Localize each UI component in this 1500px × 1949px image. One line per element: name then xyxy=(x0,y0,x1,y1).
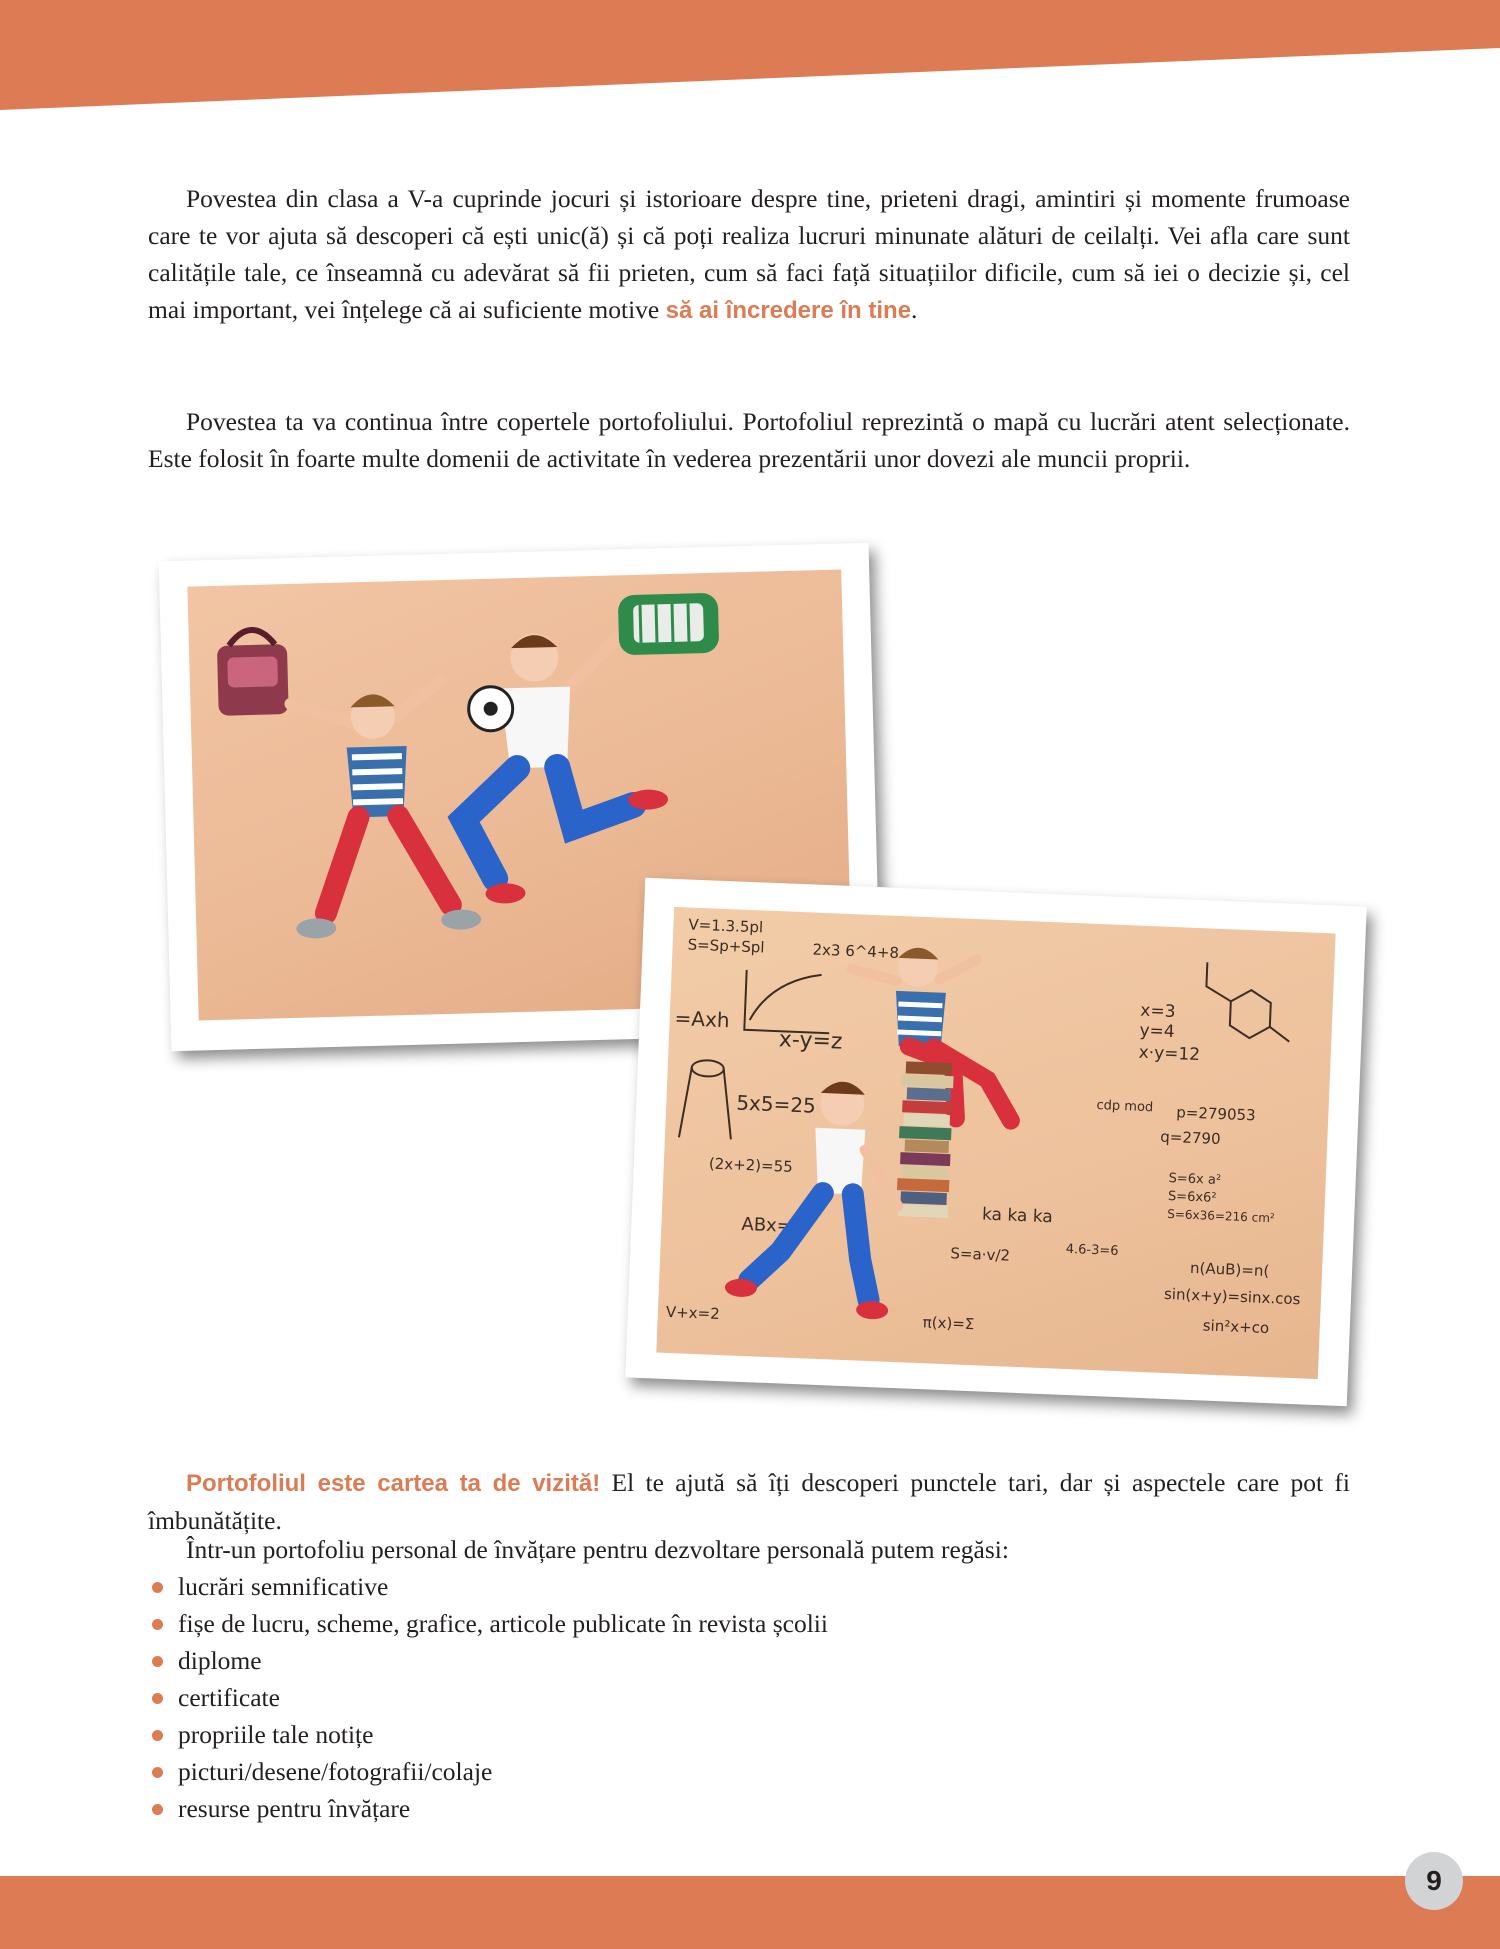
formula-text: x-y=z xyxy=(778,1027,843,1055)
portfolio-items-list xyxy=(148,1568,828,1827)
formula-text: p=279053 xyxy=(1175,1103,1256,1125)
intro-highlight: să ai încredere în tine xyxy=(665,297,912,324)
formula-text: (2x+2)=55 xyxy=(708,1154,794,1176)
formula-text: V+x=2 xyxy=(665,1302,721,1324)
intro-paragraph-1-text: Povestea din clasa a V-a cuprinde jocuri și istorioare despre tine, prieteni dragi, amintiri și momente frumoase care te vor ajuta să descoperi că ești unic(ă) și că poți realiza lucruri minunate alături de ceilalți. Vei afla care sunt calitățile tale, ce înseamnă cu adevărat să fii prieten, cum să faci față situațiilor dificile, cum să iei o decizie și, cel mai important, vei înțelege că ai suficiente motive xyxy=(148,184,1350,324)
bottom-decorative-band xyxy=(0,1876,1500,1949)
portfolio-lead-text: El te ajută să îți descoperi punctele tari, dar și aspectele care pot fi îmbunătățite. xyxy=(148,1468,1350,1535)
formula-text: π(x)=Σ xyxy=(922,1313,975,1334)
formula-text: q=2790 xyxy=(1159,1127,1221,1149)
formula-text: sin(x+y)=sinx.cos xyxy=(1163,1284,1301,1309)
intro-paragraph-2 xyxy=(148,403,1350,477)
green-backpack-icon xyxy=(618,593,720,656)
portfolio-intro-line xyxy=(148,1531,1350,1568)
pink-schoolbag-icon xyxy=(217,629,289,716)
cylinder-icon xyxy=(679,1059,734,1139)
intro-paragraph-2-text: Povestea ta va continua între copertele portofoliului. Portofoliul reprezintă o mapă cu lucrări atent selecționate. Este folosit în foarte multe domenii de activitate în vederea prezentării unor dovezi ale muncii proprii. xyxy=(148,407,1350,473)
formula-text: ABx=0 xyxy=(741,1213,804,1238)
graph-axes-icon xyxy=(744,970,831,1033)
formula-text: n(AuB)=n( xyxy=(1189,1258,1270,1281)
formula-text: 2x3 6^4+8 xyxy=(812,940,900,962)
book-stack-icon xyxy=(896,1061,954,1218)
formula-text: V=1.3.5pl xyxy=(688,915,764,937)
photo-2-illustration xyxy=(656,907,1335,1379)
list-item: picturi/desene/fotografii/colaje xyxy=(148,1753,828,1790)
formula-text: S=Sp+Spl xyxy=(687,935,765,957)
intro-paragraph-1 xyxy=(148,180,1350,329)
formula-text: S=6x6² xyxy=(1167,1188,1217,1206)
formula-text: y=4 xyxy=(1139,1020,1176,1043)
formula-text: x·y=12 xyxy=(1138,1042,1201,1066)
formula-text: S=6x a² xyxy=(1168,1170,1222,1189)
list-item: propriile tale notițe xyxy=(148,1716,828,1753)
formula-text: S=a·v/2 xyxy=(950,1244,1011,1265)
portfolio-lead-paragraph xyxy=(148,1464,1350,1539)
boy-figure-icon xyxy=(459,630,671,904)
photo-frame-2 xyxy=(625,878,1366,1407)
photo-children-books-formulas xyxy=(656,907,1335,1379)
portfolio-intro-text: Într-un portofoliu personal de învățare pentru dezvoltare personală putem regăsi: xyxy=(186,1535,1009,1564)
formula-text: =Axh xyxy=(674,1006,731,1033)
molecule-icon xyxy=(1204,962,1292,1041)
list-item: fișe de lucru, scheme, grafice, articole publicate în revista școlii xyxy=(148,1605,828,1642)
list-item: lucrări semnificative xyxy=(148,1568,828,1605)
formula-text: ka ka ka xyxy=(981,1204,1054,1228)
formula-text: 5x5=25 xyxy=(735,1090,817,1118)
intro-paragraph-1-end: . xyxy=(911,295,918,324)
top-decorative-band xyxy=(0,0,1500,110)
formula-text: x=3 xyxy=(1139,1000,1176,1023)
portfolio-lead-highlight: Portofoliul este cartea ta de vizită! xyxy=(186,1470,601,1497)
formula-text: 4.6-3=6 xyxy=(1065,1241,1119,1259)
list-item: certificate xyxy=(148,1679,828,1716)
list-item: diplome xyxy=(148,1642,828,1679)
formula-text: S=6x36=216 cm² xyxy=(1166,1206,1276,1226)
list-item: resurse pentru învățare xyxy=(148,1790,828,1827)
page-number: 9 xyxy=(1405,1852,1463,1910)
formula-text: cdp mod xyxy=(1096,1098,1154,1116)
girl-figure-icon xyxy=(290,679,482,939)
formula-text: sin²x+co xyxy=(1202,1316,1270,1338)
